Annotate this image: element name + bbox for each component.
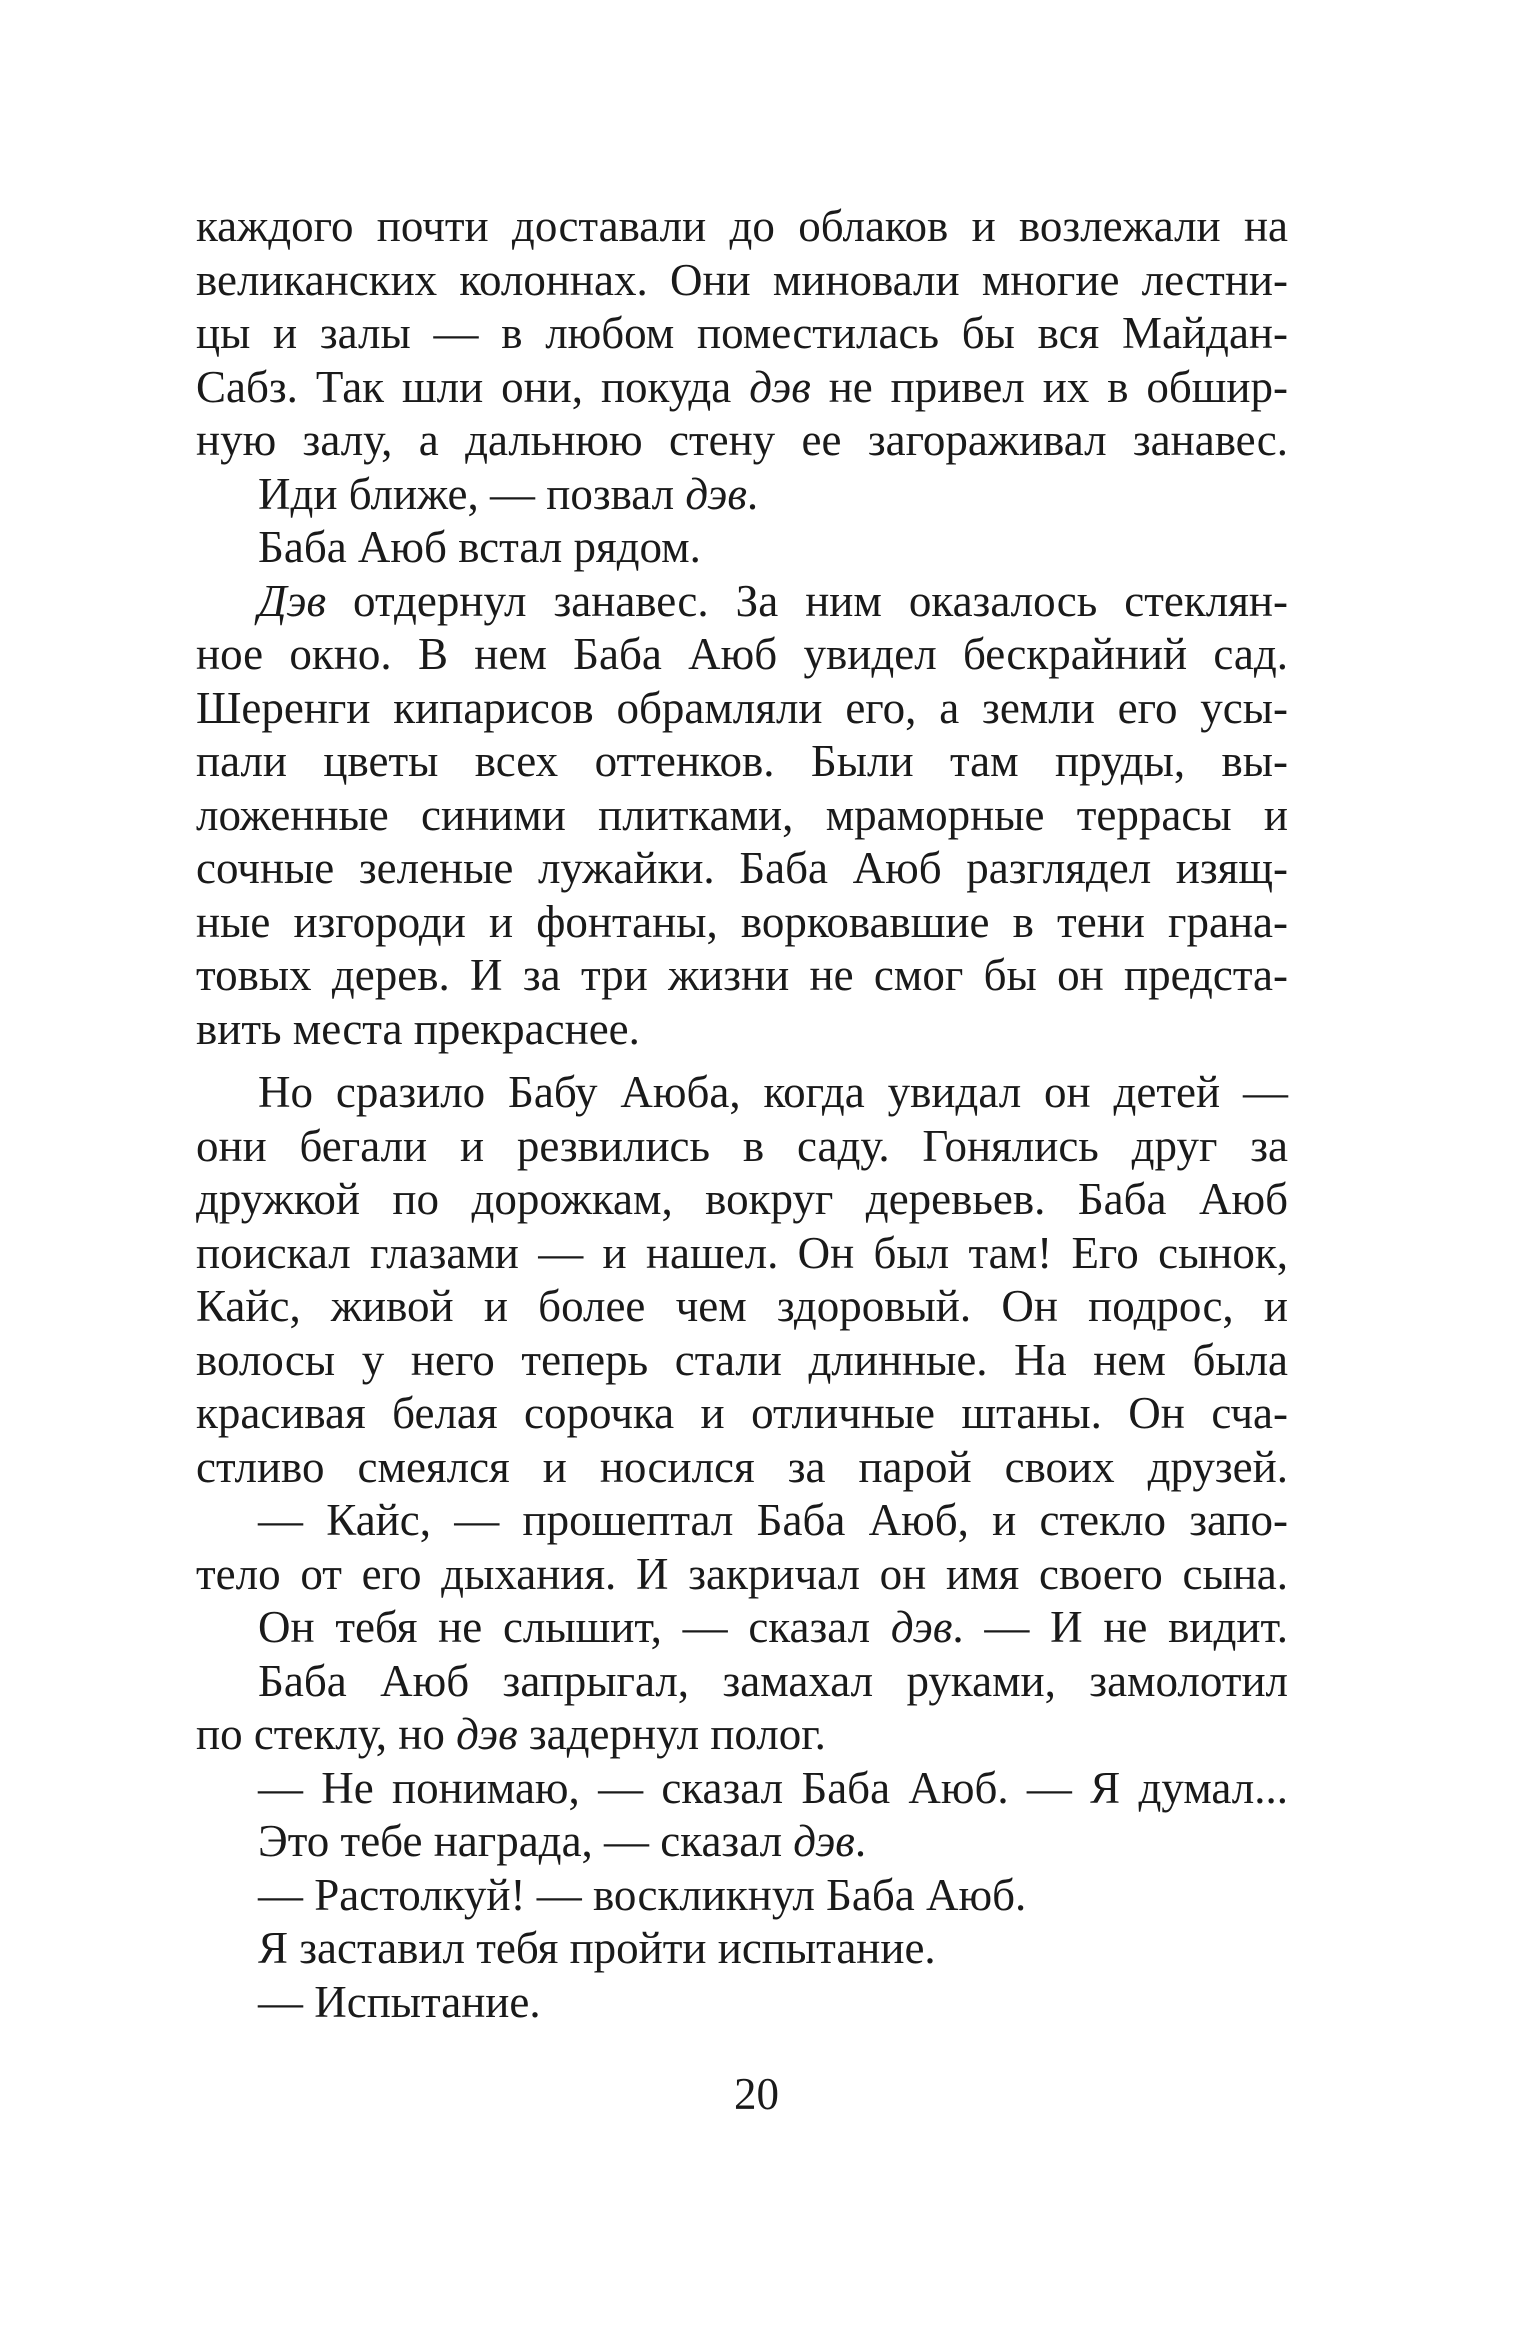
text-segment: ное окно. В нем Баба Аюб увидел бескрайний сад. — [196, 629, 1288, 679]
text-segment: ные изгороди и фонтаны, ворковавшие в тени грана- — [196, 896, 1288, 947]
text-line — [196, 414, 1288, 468]
text-line — [196, 1227, 1288, 1281]
text-line — [196, 468, 1288, 522]
text-line — [196, 682, 1288, 736]
text-line — [196, 1494, 1288, 1548]
text-segment: Сабз. Так шли они, покуда — [196, 361, 750, 412]
text-segment: сочные зеленые лужайки. Баба Аюб разглядел изящ- — [196, 843, 1288, 893]
text-line — [196, 254, 1288, 308]
italic-word: дэв — [685, 468, 747, 519]
text-segment: великанских колоннах. Они миновали многие лестни- — [196, 254, 1288, 305]
text-line — [196, 361, 1288, 415]
text-segment: тело от его дыхания. И закричал он имя своего сына. — [196, 1548, 1288, 1599]
text-segment: они бегали и резвились в саду. Гонялись друг за — [196, 1120, 1288, 1171]
text-segment: Баба Аюб запрыгал, замахал руками, замолотил — [258, 1655, 1288, 1706]
italic-word: Дэв — [258, 575, 327, 626]
text-segment: каждого почти доставали до облаков и возлежали на — [196, 201, 1288, 251]
text-segment: не привел их в обшир- — [810, 361, 1288, 412]
text-line — [196, 1922, 1288, 1976]
text-segment: Шеренги кипарисов обрамляли его, а земли его усы- — [196, 682, 1288, 733]
text-segment: стливо смеялся и носился за парой своих друзей. — [196, 1441, 1288, 1492]
text-line — [196, 1548, 1288, 1602]
text-line — [196, 1334, 1288, 1388]
text-line — [196, 1708, 1288, 1762]
text-segment: — Испытание. — [258, 1976, 541, 2027]
text-line — [196, 896, 1288, 950]
text-segment: цы и залы — в любом поместилась бы вся Майдан- — [196, 308, 1288, 358]
body-text — [196, 200, 1288, 2029]
text-line — [196, 949, 1288, 1003]
text-line — [196, 1441, 1288, 1495]
text-line — [196, 735, 1288, 789]
text-line — [196, 1869, 1288, 1923]
page-number: 20 — [734, 2069, 779, 2119]
text-segment: Я заставил тебя пройти испытание. — [258, 1923, 936, 1973]
text-segment: Он тебя не слышит, — сказал — [258, 1602, 891, 1652]
text-line — [196, 1066, 1288, 1120]
text-line — [196, 1173, 1288, 1227]
text-segment: . — [746, 468, 759, 519]
text-line — [196, 200, 1288, 254]
text-segment: волосы у него теперь стали длинные. На нем была — [196, 1334, 1288, 1385]
text-segment: Иди ближе, — позвал — [258, 468, 686, 519]
text-segment: — Кайс, — прошептал Баба Аюб, и стекло запо- — [258, 1495, 1288, 1545]
text-segment: Это тебе награда, — сказал — [258, 1816, 794, 1866]
italic-word: дэв — [793, 1816, 855, 1866]
text-segment: товых дерев. И за три жизни не смог бы он предста- — [196, 950, 1288, 1000]
text-line — [196, 842, 1288, 896]
text-segment: отдернул занавес. За ним оказалось стеклян- — [326, 575, 1288, 626]
text-segment: пали цветы всех оттенков. Были там пруды, вы- — [196, 736, 1288, 786]
text-line — [196, 521, 1288, 575]
text-line — [196, 1815, 1288, 1869]
text-segment: . — [854, 1816, 867, 1866]
text-segment: вить места прекраснее. — [196, 1003, 640, 1054]
text-line — [196, 789, 1288, 843]
text-segment: ную залу, а дальнюю стену ее загораживал занавес. — [196, 415, 1288, 465]
text-line — [196, 307, 1288, 361]
text-line — [196, 1003, 1288, 1057]
text-line — [196, 1120, 1288, 1174]
italic-word: дэв — [456, 1709, 518, 1759]
italic-word: дэв — [749, 361, 811, 412]
text-line — [196, 1762, 1288, 1816]
italic-word: дэв — [890, 1602, 953, 1652]
text-segment: задернул полог. — [517, 1709, 826, 1759]
text-segment: Баба Аюб встал рядом. — [258, 522, 701, 572]
text-line — [196, 575, 1288, 629]
text-segment: — Растолкуй! — воскликнул Баба Аюб. — [258, 1869, 1027, 1920]
text-line — [196, 1976, 1288, 2030]
text-segment: по стеклу, но — [196, 1709, 457, 1759]
text-segment: . — И не видит. — [952, 1602, 1288, 1652]
text-segment: Но сразило Бабу Аюба, когда увидал он детей — — [258, 1067, 1288, 1117]
text-line — [196, 1280, 1288, 1334]
text-segment: поискал глазами — и нашел. Он был там! Его сынок, — [196, 1227, 1288, 1278]
text-segment: — Не понимаю, — сказал Баба Аюб. — Я думал... — [258, 1762, 1288, 1813]
text-segment: Кайс, живой и более чем здоровый. Он подрос, и — [196, 1281, 1288, 1331]
text-segment: дружкой по дорожкам, вокруг деревьев. Баба Аюб — [196, 1174, 1288, 1224]
text-line — [196, 1601, 1288, 1655]
text-segment: красивая белая сорочка и отличные штаны. Он сча- — [196, 1388, 1288, 1438]
text-segment: ложенные синими плитками, мраморные террасы и — [196, 789, 1288, 840]
text-line — [196, 628, 1288, 682]
text-line — [196, 1387, 1288, 1441]
text-line — [196, 1655, 1288, 1709]
